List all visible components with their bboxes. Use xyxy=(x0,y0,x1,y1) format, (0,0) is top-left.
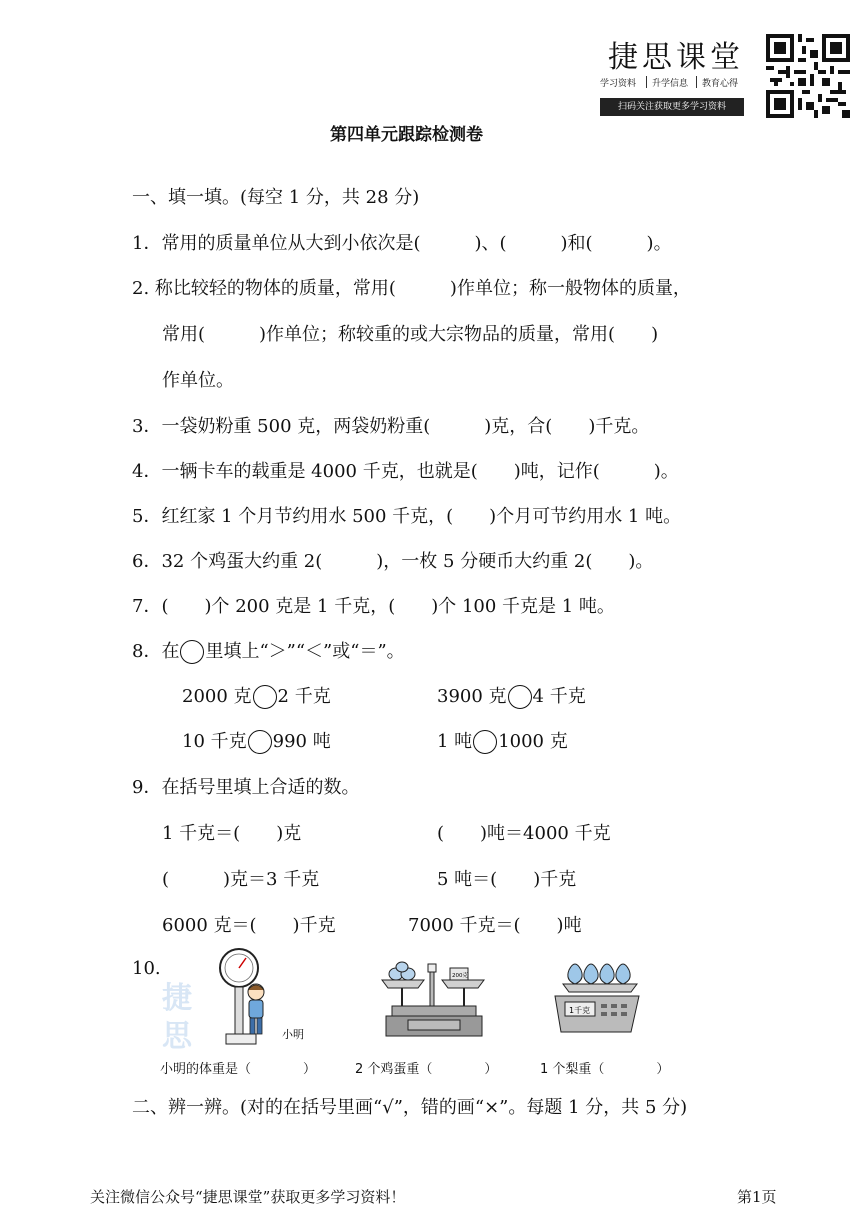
compare-item: 2000 克 2 千克 xyxy=(182,686,331,707)
person-scale-illustration xyxy=(160,946,304,1054)
brand-logo xyxy=(598,32,748,120)
svg-text:思: 思 xyxy=(162,1019,192,1054)
fill-item: 6000 克＝( )千克 xyxy=(162,915,336,936)
brand-tag-1: 学习资料 xyxy=(600,79,637,89)
question-6: 6．32 个鸡蛋大约重 2( )，一枚 5 分硬币大约重 2( )。 xyxy=(132,551,654,572)
person-label: 小明 xyxy=(282,1028,304,1041)
answer-circle[interactable] xyxy=(473,730,497,754)
fill-item: 1 千克＝( )克 xyxy=(162,823,302,844)
fill-item: ( )吨＝4000 千克 xyxy=(437,823,611,844)
question-3: 3．一袋奶粉重 500 克，两袋奶粉重( )克，合( )千克。 xyxy=(132,416,650,437)
brand-name: 捷思课堂 xyxy=(608,40,744,75)
question-2-line-2: 常用( )作单位；称较重的或大宗物品的质量，常用( ) xyxy=(162,324,659,345)
svg-text:捷: 捷 xyxy=(162,981,192,1016)
question-7: 7．( )个 200 克是 1 千克，( )个 100 千克是 1 吨。 xyxy=(132,596,615,617)
compare-item: 1 吨 1000 克 xyxy=(437,731,568,752)
question-8 xyxy=(132,640,405,664)
question-10-number: 10. xyxy=(132,958,161,979)
answer-circle[interactable] xyxy=(248,730,272,754)
question-4: 4．一辆卡车的载重是 4000 千克，也就是( )吨，记作( )。 xyxy=(132,461,679,482)
section-heading-1: 一、填一填。(每空 1 分，共 28 分) xyxy=(132,187,420,208)
question-8-post: 里填上“＞”“＜”或“＝”。 xyxy=(205,641,405,662)
question-8-pre: 8．在 xyxy=(132,641,180,662)
brand-tag-2: 升学信息 xyxy=(652,79,689,89)
question-2-line-3: 作单位。 xyxy=(162,370,234,391)
footer-note: 关注微信公众号“捷思课堂”获取更多学习资料！ xyxy=(90,1188,406,1206)
qr-code-icon xyxy=(766,34,850,118)
brand-tag-3: 教育心得 xyxy=(702,79,739,89)
fill-item: 7000 千克＝( )吨 xyxy=(408,915,582,936)
answer-circle[interactable] xyxy=(253,685,277,709)
page-number: 第1页 xyxy=(737,1188,777,1206)
page-title: 第四单元跟踪检测卷 xyxy=(330,125,483,145)
weight-label: 200克 xyxy=(452,973,468,979)
compare-item: 10 千克 990 吨 xyxy=(182,731,331,752)
fill-item: 5 吨＝( )千克 xyxy=(437,869,577,890)
compare-circle-icon xyxy=(180,640,204,664)
caption-pear: 1 个梨重（ ） xyxy=(540,1062,670,1077)
compare-item: 3900 克 4 千克 xyxy=(437,686,586,707)
answer-circle[interactable] xyxy=(508,685,532,709)
caption-eggs: 2 个鸡蛋重（ ） xyxy=(355,1062,498,1077)
question-2-line-1: 2. 称比较轻的物体的质量，常用( )作单位；称一般物体的质量， xyxy=(132,278,691,299)
digital-scale-illustration xyxy=(551,962,643,1040)
display-label: 1千克 xyxy=(569,1006,591,1015)
brand-bar: 扫码关注获取更多学习资料 xyxy=(600,98,744,116)
question-1: 1．常用的质量单位从大到小依次是( )、( )和( )。 xyxy=(132,233,672,254)
balance-scale-illustration xyxy=(378,958,490,1044)
section-heading-2: 二、辨一辨。(对的在括号里画“√”，错的画“×”。每题 1 分，共 5 分) xyxy=(132,1097,688,1118)
question-5: 5．红红家 1 个月节约用水 500 千克，( )个月可节约用水 1 吨。 xyxy=(132,506,682,527)
caption-body-weight: 小明的体重是（ ） xyxy=(160,1062,317,1077)
question-9: 9．在括号里填上合适的数。 xyxy=(132,777,360,798)
fill-item: ( )克＝3 千克 xyxy=(162,869,320,890)
